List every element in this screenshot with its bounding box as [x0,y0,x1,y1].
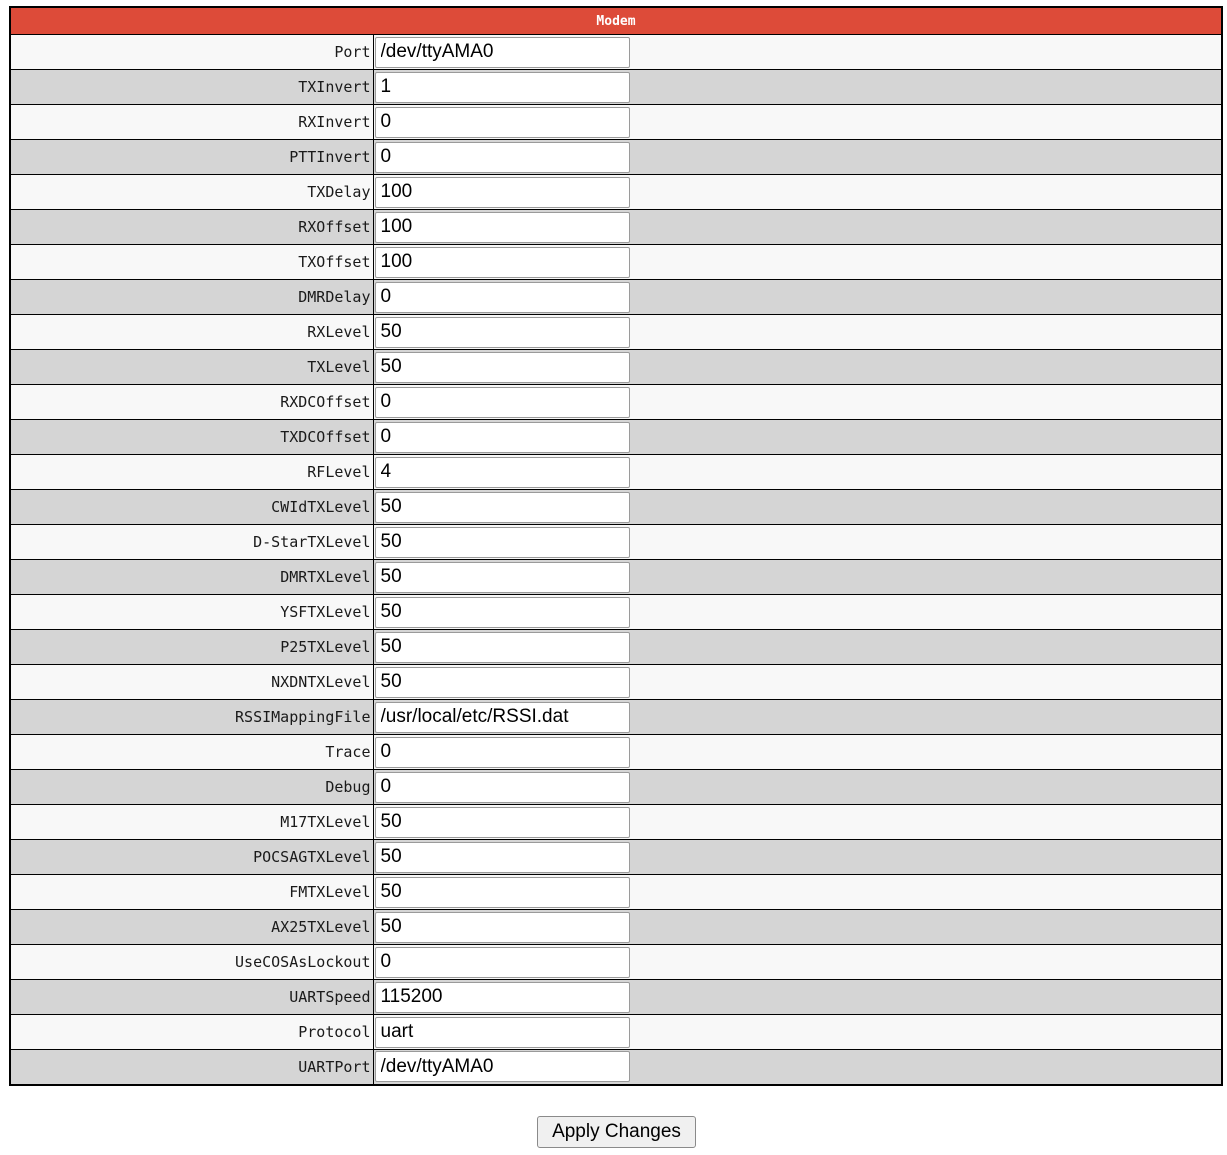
field-value-cell [373,1015,1222,1050]
config-row [10,840,1222,875]
field-value-cell [373,980,1222,1015]
field-input[interactable] [375,317,630,348]
field-input[interactable] [375,912,630,943]
config-row [10,315,1222,350]
field-input[interactable] [375,492,630,523]
field-label: CWIdTXLevel [10,490,373,525]
field-input[interactable] [375,667,630,698]
field-value-cell [373,140,1222,175]
field-label: TXDelay [10,175,373,210]
field-input[interactable] [375,282,630,313]
config-fields [10,35,1222,1085]
field-label: M17TXLevel [10,805,373,840]
field-label: Trace [10,735,373,770]
field-input[interactable] [375,212,630,243]
field-value-cell [373,350,1222,385]
config-row [10,385,1222,420]
config-row [10,665,1222,700]
config-row [10,1015,1222,1050]
field-input[interactable] [375,702,630,733]
field-label: TXOffset [10,245,373,280]
field-value-cell [373,210,1222,245]
config-row [10,1050,1222,1085]
field-input[interactable] [375,947,630,978]
field-input[interactable] [375,1051,630,1082]
field-value-cell [373,665,1222,700]
config-row [10,175,1222,210]
field-label: NXDNTXLevel [10,665,373,700]
field-input[interactable] [375,807,630,838]
config-row [10,875,1222,910]
field-label: TXInvert [10,70,373,105]
field-label: UseCOSAsLockout [10,945,373,980]
field-input[interactable] [375,37,630,68]
field-value-cell [373,1050,1222,1085]
field-input[interactable] [375,877,630,908]
config-row [10,525,1222,560]
field-input[interactable] [375,142,630,173]
field-value-cell [373,175,1222,210]
field-input[interactable] [375,562,630,593]
config-row [10,490,1222,525]
config-row [10,595,1222,630]
field-value-cell [373,805,1222,840]
field-label: FMTXLevel [10,875,373,910]
field-value-cell [373,420,1222,455]
field-input[interactable] [375,387,630,418]
field-value-cell [373,875,1222,910]
field-value-cell [373,630,1222,665]
field-value-cell [373,560,1222,595]
field-input[interactable] [375,107,630,138]
field-label: RXOffset [10,210,373,245]
field-label: RXLevel [10,315,373,350]
field-label: UARTSpeed [10,980,373,1015]
field-value-cell [373,455,1222,490]
field-input[interactable] [375,457,630,488]
field-input[interactable] [375,842,630,873]
field-input[interactable] [375,772,630,803]
field-label: TXLevel [10,350,373,385]
field-label: RXInvert [10,105,373,140]
field-value-cell [373,35,1222,70]
field-input[interactable] [375,982,630,1013]
field-value-cell [373,910,1222,945]
field-label: AX25TXLevel [10,910,373,945]
config-row [10,700,1222,735]
field-value-cell [373,700,1222,735]
config-row [10,910,1222,945]
field-label: Port [10,35,373,70]
config-row [10,560,1222,595]
field-label: DMRTXLevel [10,560,373,595]
modem-config-table [9,6,1223,1086]
section-title: Modem [10,7,1222,35]
field-label: RXDCOffset [10,385,373,420]
config-row [10,735,1222,770]
config-row [10,350,1222,385]
field-label: DMRDelay [10,280,373,315]
field-input[interactable] [375,422,630,453]
field-value-cell [373,385,1222,420]
config-row [10,105,1222,140]
field-input[interactable] [375,632,630,663]
field-value-cell [373,735,1222,770]
field-input[interactable] [375,72,630,103]
field-value-cell [373,280,1222,315]
field-label: Debug [10,770,373,805]
field-value-cell [373,315,1222,350]
config-row [10,805,1222,840]
field-label: YSFTXLevel [10,595,373,630]
field-value-cell [373,490,1222,525]
field-value-cell [373,770,1222,805]
field-label: TXDCOffset [10,420,373,455]
config-row [10,140,1222,175]
field-input[interactable] [375,1017,630,1048]
field-value-cell [373,105,1222,140]
field-label: UARTPort [10,1050,373,1085]
field-value-cell [373,245,1222,280]
config-row [10,455,1222,490]
config-row [10,245,1222,280]
field-value-cell [373,945,1222,980]
config-row [10,420,1222,455]
field-input[interactable] [375,597,630,628]
field-label: POCSAGTXLevel [10,840,373,875]
config-row [10,210,1222,245]
config-row [10,770,1222,805]
config-row [10,945,1222,980]
field-value-cell [373,525,1222,560]
field-input[interactable] [375,527,630,558]
field-input[interactable] [375,177,630,208]
field-label: D-StarTXLevel [10,525,373,560]
config-row [10,630,1222,665]
config-row [10,280,1222,315]
field-input[interactable] [375,737,630,768]
section-header-row [10,7,1222,35]
apply-changes-button[interactable]: Apply Changes [537,1116,696,1148]
field-label: RFLevel [10,455,373,490]
config-row [10,70,1222,105]
field-input[interactable] [375,247,630,278]
field-label: P25TXLevel [10,630,373,665]
field-label: PTTInvert [10,140,373,175]
field-value-cell [373,840,1222,875]
field-value-cell [373,70,1222,105]
config-row [10,980,1222,1015]
config-row [10,35,1222,70]
field-input[interactable] [375,352,630,383]
field-label: RSSIMappingFile [10,700,373,735]
field-label: Protocol [10,1015,373,1050]
field-value-cell [373,595,1222,630]
